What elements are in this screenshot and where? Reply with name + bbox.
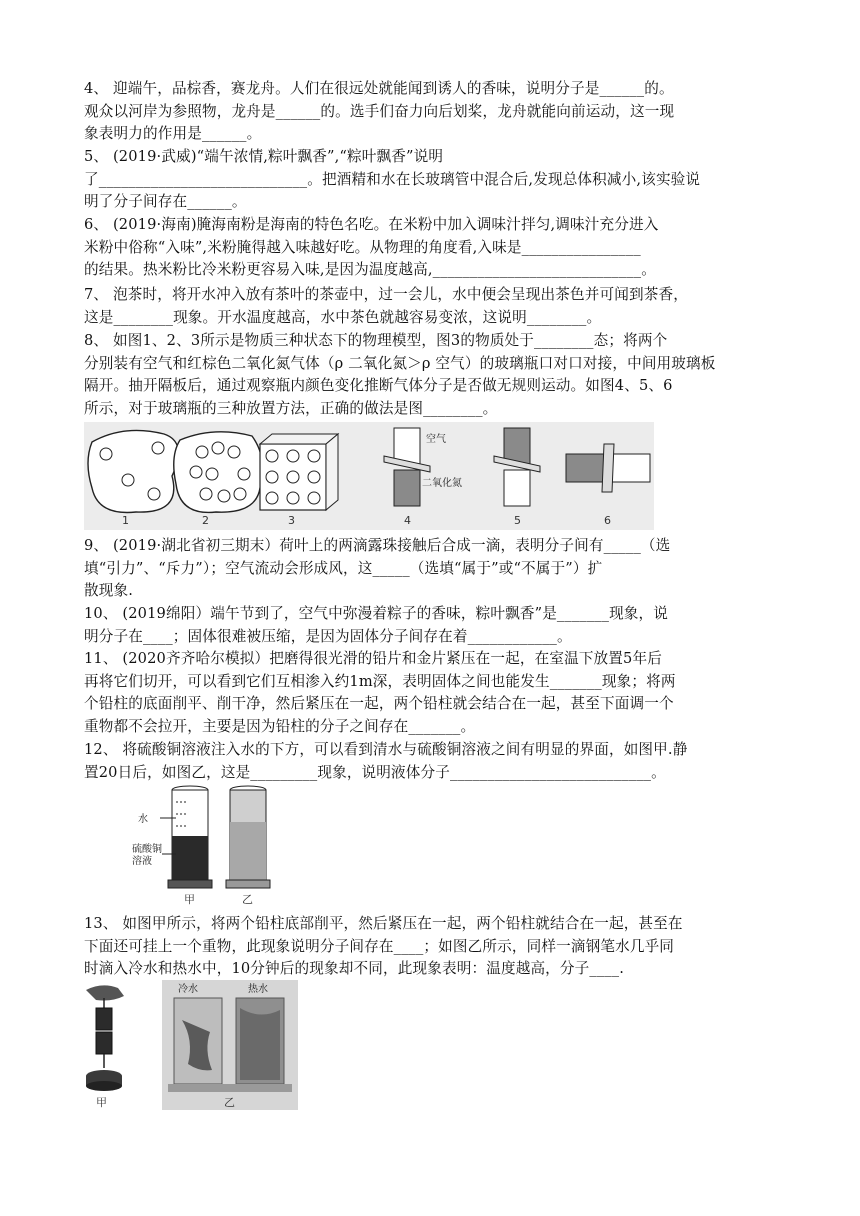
figure-label-1: 1 [122, 514, 129, 527]
water-label: 水 [138, 814, 148, 825]
question-11 [84, 648, 784, 738]
q8-line-2: 分别装有空气和红棕色二氧化氮气体（ρ 二氧化氮＞ρ 空气）的玻璃瓶口对口对接，中间用玻璃板 [84, 354, 716, 372]
q8-line-1: 8、 如图1、2、3所示是物质三种状态下的物理模型，图3的物质处于________态；将两个 [84, 332, 668, 349]
model-liquid [174, 432, 263, 513]
lead-jia-label: 甲 [96, 1096, 107, 1109]
q8-line-3: 隔开。抽开隔板后，通过观察瓶内颜色变化推断气体分子是否做无规则运动。如图4、5、6 [84, 377, 673, 394]
cylinders-figure-svg [132, 782, 282, 906]
q7-line-2: 这是________现象。开水温度越高，水中茶色就越容易变浓，这说明________。 [84, 308, 602, 326]
q12-line-2: 置20日后，如图乙，这是_________现象，说明液体分子___________________________。 [84, 763, 666, 781]
q11-line-3: 个铅柱的底面削平、削干净，然后紧压在一起，两个铅柱就会结合在一起，甚至下面调一个 [84, 695, 674, 712]
q13-line-2: 下面还可挂上一个重物，此现象说明分子间存在____；如图乙所示，同样一滴钢笔水几乎同 [84, 937, 675, 955]
q11-line-1: 11、 (2020齐齐哈尔模拟）把磨得很光滑的铅片和金片紧压在一起，在室温下放置5年后 [84, 650, 662, 667]
q11-line-2: 再将它们切开，可以看到它们互相渗入约1m深，表明固体之间也能发生_______现象；将两 [84, 672, 676, 690]
q5-line-1: 5、 (2019·武威)“端午浓情,粽叶飘香”,“粽叶飘香”说明 [84, 148, 444, 165]
solution-label-2: 溶液 [132, 856, 152, 867]
figure-states-of-matter [84, 422, 654, 530]
q6-line-2: 米粉中俗称“入味”,米粉腌得越入味越好吃。从物理的角度看,入味是________________ [84, 238, 641, 256]
cold-water-label: 冷水 [178, 984, 198, 995]
question-5 [84, 146, 784, 214]
q4-line-1: 4、 迎端午，品棕香，赛龙舟。人们在很远处就能闻到诱人的香味，说明分子是______的。 [84, 80, 674, 97]
question-6 [84, 214, 784, 282]
cylinder-jia [160, 786, 212, 888]
states-figure-svg [84, 422, 654, 530]
q12-line-1: 12、 将硫酸铜溶液注入水的下方，可以看到清水与硫酸铜溶液之间有明显的界面，如图甲.静 [84, 741, 688, 758]
question-12 [84, 739, 784, 784]
ink-diffusion-photo [162, 980, 298, 1110]
hot-water-label: 热水 [248, 984, 268, 995]
q9-line-2: 填“引力”、“斥力”）；空气流动会形成风，这_____（选填“属于”或“不属于”）扩 [84, 559, 603, 577]
question-13 [84, 913, 784, 981]
figure-label-4: 4 [404, 514, 411, 527]
question-4 [84, 78, 784, 146]
question-10 [84, 603, 784, 648]
figure-label-2: 2 [202, 514, 209, 527]
air-label: 空气 [426, 434, 446, 445]
figure-label-3: 3 [288, 514, 295, 527]
cylinder-yi [226, 786, 270, 888]
solution-label-1: 硫酸铜 [132, 844, 162, 855]
q11-line-4: 重物都不会拉开，主要是因为铅柱的分子之间存在_______。 [84, 717, 476, 735]
model-solid [260, 434, 338, 510]
model-gas [88, 430, 178, 512]
q13-line-1: 13、 如图甲所示，将两个铅柱底部削平，然后紧压在一起，两个铅柱就结合在一起，甚至在 [84, 915, 683, 932]
q13-line-3: 时滴入冷水和热水中，10分钟后的现象却不同，此现象表明：温度越高，分子____. [84, 960, 624, 977]
lead-cylinders-photo [86, 985, 124, 1109]
figure-lead-and-ink [84, 980, 298, 1112]
cylinder-jia-label: 甲 [184, 893, 195, 906]
q4-line-3: 象表明力的作用是______。 [84, 125, 262, 142]
q6-line-1: 6、 (2019·海南)腌海南粉是海南的特色名吃。在米粉中加入调味汁拌匀,调味汁充分进入 [84, 216, 659, 233]
figure-diffusion-cylinders [132, 782, 282, 906]
q9-line-3: 散现象. [84, 582, 134, 599]
figure-label-6: 6 [604, 514, 611, 527]
question-8 [84, 330, 784, 420]
q9-line-1: 9、 (2019·湖北省初三期末）荷叶上的两滴露珠接触后合成一滴，表明分子间有_____（选 [84, 537, 671, 554]
q10-line-2: 明分子在____；固体很难被压缩，是因为固体分子间存在着____________。 [84, 627, 572, 645]
q5-line-2: 了____________________________。把酒精和水在长玻璃管中混合后,发现总体积减小,该实验说 [84, 170, 701, 188]
question-7 [84, 284, 784, 329]
q4-line-2: 观众以河岸为参照物，龙舟是______的。选手们奋力向后划桨，龙舟就能向前运动，这一现 [84, 102, 675, 120]
lead-ink-figure-svg [84, 980, 298, 1112]
question-9 [84, 535, 784, 603]
q7-line-1: 7、 泡茶时，将开水冲入放有茶叶的茶壶中，过一会儿，水中便会呈现出茶色并可闻到茶香， [84, 286, 688, 303]
figure-label-5: 5 [514, 514, 521, 527]
no2-label: 二氧化氮 [422, 478, 462, 489]
q10-line-1: 10、 (2019绵阳）端午节到了，空气中弥漫着粽子的香味，粽叶飘香”是_______现象，说 [84, 605, 669, 622]
q8-line-4: 所示，对于玻璃瓶的三种放置方法，正确的做法是图________。 [84, 399, 498, 417]
cylinder-yi-label: 乙 [242, 893, 253, 906]
q6-line-3: 的结果。热米粉比冷米粉更容易入味,是因为温度越高,____________________________。 [84, 261, 656, 278]
q5-line-3: 明了分子间存在______。 [84, 193, 247, 210]
ink-yi-label: 乙 [224, 1096, 235, 1109]
